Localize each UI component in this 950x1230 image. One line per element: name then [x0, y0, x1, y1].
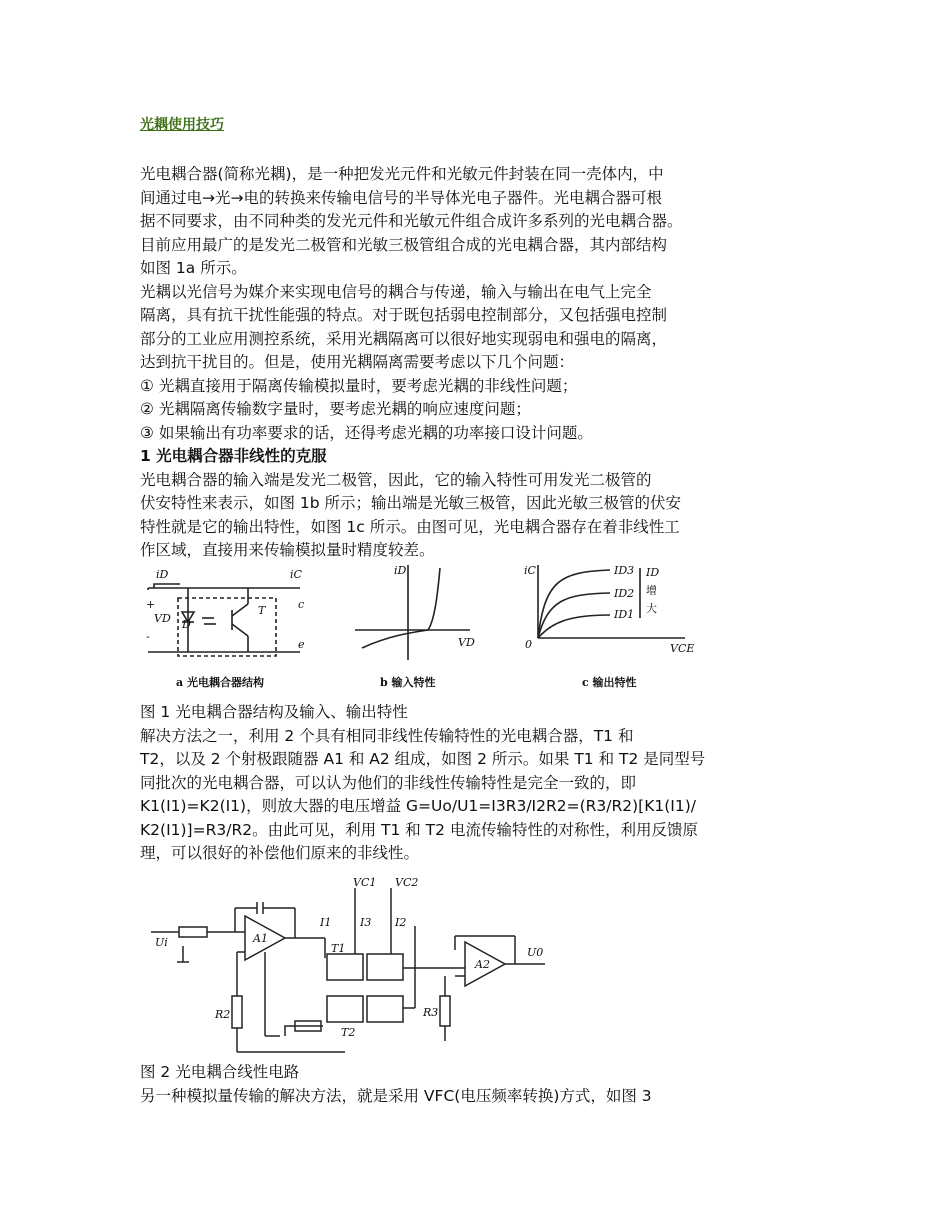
- label-ID1: ID1: [614, 608, 635, 621]
- text-line: ① 光耦直接用于隔离传输模拟量时，要考虑光耦的非线性问题；: [140, 376, 578, 395]
- label-VC1: VC1: [353, 876, 377, 889]
- text-line: 部分的工业应用测控系统，采用光耦隔离可以很好地实现弱电和强电的隔离，: [140, 329, 668, 348]
- label-da: 大: [646, 602, 657, 615]
- label-ID: ID: [646, 566, 660, 579]
- label-VD: VD: [154, 612, 171, 625]
- text-line: 据不同要求，由不同种类的发光元件和光敏元件组合成许多系列的光电耦合器。: [140, 212, 683, 230]
- page-title[interactable]: 光耦使用技巧: [140, 117, 224, 133]
- label-R2: R2: [215, 1008, 231, 1021]
- text-line: 达到抗干扰目的。但是，使用光耦隔离需要考虑以下几个问题：: [140, 353, 575, 371]
- text-line: 理，可以很好的补偿他们原来的非线性。: [140, 844, 420, 862]
- label-Ui: Ui: [155, 936, 168, 949]
- figure-2-circuit: [145, 876, 565, 1056]
- label-I3: I3: [360, 916, 372, 929]
- text-line: 作区域，直接用来传输模拟量时精度较差。: [140, 541, 435, 559]
- section-heading: 1 光电耦合器非线性的克服: [140, 447, 327, 465]
- label-iC: iC: [290, 568, 302, 581]
- text-line: 间通过电→光→电的转换来传输电信号的半导体光电子器件。光电耦合器可根: [140, 188, 662, 207]
- intro-text: [140, 163, 820, 563]
- label-ID3: ID3: [614, 564, 635, 577]
- label-VC2: VC2: [395, 876, 419, 889]
- label-U0: U0: [527, 946, 544, 959]
- text-line: 目前应用最广的是发光二极管和光敏三极管组合成的光电耦合器，其内部结构: [140, 235, 668, 254]
- label-ID2: ID2: [614, 587, 635, 600]
- text-line: 同批次的光电耦合器，可以认为他们的非线性传输特性是完全一致的，即: [140, 773, 637, 792]
- label-iC-axis: iC: [524, 564, 536, 577]
- label-zero: 0: [525, 638, 532, 651]
- fig1-and-method-text: [140, 701, 820, 866]
- text-line: K2(I1)]=R3/R2。由此可见，利用 T1 和 T2 电流传输特性的对称性，利用反馈原: [140, 820, 698, 839]
- text-line: 另一种模拟量传输的解决方法，就是采用 VFC(电压频率转换)方式，如图 3: [140, 1086, 652, 1105]
- label-A1: A1: [253, 932, 268, 945]
- label-I2: I2: [395, 916, 407, 929]
- text-line: 光电耦合器的输入端是发光二极管，因此，它的输入特性可用发光二极管的: [140, 470, 652, 489]
- label-iD-axis: iD: [394, 564, 407, 577]
- label-minus: -: [146, 630, 150, 643]
- text-line: 如图 1a 所示。: [140, 259, 247, 277]
- caption-1a: a 光电耦合器结构: [176, 676, 264, 689]
- text-line: ② 光耦隔离传输数字量时，要考虑光耦的响应速度问题；: [140, 400, 531, 418]
- label-A2: A2: [475, 958, 490, 971]
- caption-1c: c 输出特性: [582, 676, 637, 689]
- text-line: 光电耦合器(简称光耦)，是一种把发光元件和光敏元件封装在同一壳体内，中: [140, 165, 664, 183]
- label-T1: T1: [331, 942, 346, 955]
- figure-2: [145, 876, 565, 1056]
- label-T2: T2: [341, 1026, 356, 1039]
- label-T: T: [258, 604, 266, 617]
- text-line: 特性就是它的输出特性，如图 1c 所示。由图可见，光电耦合器存在着非线性工: [140, 517, 680, 536]
- text-line: 光耦以光信号为媒介来实现电信号的耦合与传递，输入与输出在电气上完全: [140, 282, 652, 301]
- label-R3: R3: [423, 1006, 439, 1019]
- text-line: 伏安特性来表示，如图 1b 所示；输出端是光敏三极管，因此光敏三极管的伏安: [140, 494, 682, 512]
- caption-1b: b 输入特性: [380, 676, 436, 689]
- label-iD: iD: [156, 568, 169, 581]
- figure-2-caption: 图 2 光电耦合线性电路: [140, 1063, 300, 1081]
- text-line: T2，以及 2 个射极跟随器 A1 和 A2 组成，如图 2 所示。如果 T1 和 T2 是同型号: [140, 750, 706, 768]
- text-line: 隔离，具有抗干扰性能强的特点。对于既包括弱电控制部分，又包括强电控制: [140, 306, 668, 324]
- figure-1-drawing: [140, 560, 700, 695]
- figure-1-caption: 图 1 光电耦合器结构及输入、输出特性: [140, 703, 408, 721]
- text-line: ③ 如果输出有功率要求的话，还得考虑光耦的功率接口设计问题。: [140, 423, 593, 442]
- label-c: c: [298, 598, 305, 611]
- label-VD-axis: VD: [458, 636, 475, 649]
- label-plus: +: [146, 598, 156, 611]
- label-e: e: [298, 638, 305, 651]
- text-line: K1(I1)=K2(I1)，则放大器的电压增益 G=Uo/U1=I3R3/I2R2=(R3/R2)[K1(I1)/: [140, 797, 697, 815]
- fig2-and-tail-text: [140, 1061, 820, 1108]
- label-zeng: 增: [646, 584, 657, 597]
- text-line: 解决方法之一，利用 2 个具有相同非线性传输特性的光电耦合器，T1 和: [140, 726, 634, 745]
- figure-1: [140, 560, 700, 695]
- label-VCE: VCE: [670, 642, 695, 655]
- label-D: D: [182, 618, 191, 631]
- label-I1: I1: [320, 916, 332, 929]
